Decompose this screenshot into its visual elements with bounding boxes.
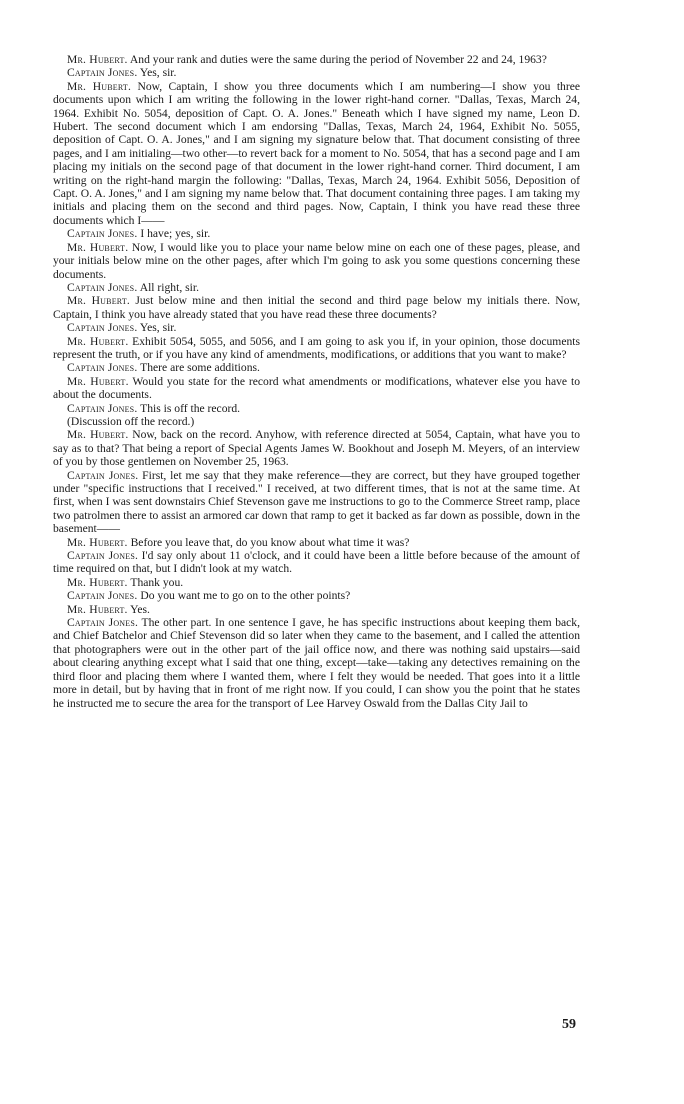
paragraph-text: Would you state for the record what amendments or modifications, whatever else you have to about the documents. — [53, 374, 580, 402]
paragraph-text: Before you leave that, do you know about what time it was? — [130, 535, 410, 549]
speaker-name: Mr. Hubert. — [67, 428, 129, 442]
paragraph-text: There are some additions. — [140, 361, 260, 375]
transcript-paragraph — [53, 361, 580, 374]
paragraph-text: Yes. — [130, 602, 150, 616]
transcript-paragraph — [53, 536, 580, 549]
transcript-paragraph — [53, 549, 580, 576]
paragraph-text: First, let me say that they make reference—they are correct, but they have grouped together under "specific instructions that I received." I received, at two different times, that is not at the same time. At first, when I was sent downstairs Chief Stevenson gave me instructions to go to the Commerce Street ramp, place two patrolmen there to assist an armored car down that ramp to get it backed as far down as possible, down in the basement—— — [53, 468, 580, 536]
transcript-paragraph — [53, 294, 580, 321]
paragraph-text: The other part. In one sentence I gave, he has specific instructions about keeping them back, and Chief Batchelor and Chief Stevenson did so later when they came to the basement, and I called the attention that photographers were out in the other part of the jail office now, and there was nothing said upstairs—said about clearing anything except what I said that one thing, except—take—taking any detectives remaining on the third floor and placing them where I wanted them, where I felt they would be needed. That goes into it a little more in detail, but by having that in front of me right now. If you could, I can show you the point that he states he instructed me to secure the area for the transport of Lee Harvey Oswald from the Dallas City Jail to — [53, 616, 580, 710]
transcript-paragraph — [53, 589, 580, 602]
paragraph-text: I have; yes, sir. — [140, 227, 211, 241]
transcript-paragraph — [53, 415, 580, 428]
paragraph-text: Yes, sir. — [139, 66, 177, 80]
speaker-name: Captain Jones. — [67, 280, 138, 294]
paragraph-text: I'd say only about 11 o'clock, and it could have been a little before because of the amount of time required on that, but I didn't look at my watch. — [53, 549, 580, 576]
paragraph-text: And your rank and duties were the same during the period of November 22 and 24, 1963? — [129, 53, 547, 66]
speaker-name: Mr. Hubert. — [67, 374, 129, 388]
transcript-paragraph — [53, 428, 580, 468]
transcript-paragraph — [53, 227, 580, 240]
speaker-name: Captain Jones. — [67, 549, 139, 563]
transcript-body — [53, 53, 580, 710]
speaker-name: Mr. Hubert. — [67, 79, 132, 93]
speaker-name: Mr. Hubert. — [67, 575, 128, 589]
speaker-name: Captain Jones. — [67, 66, 138, 80]
page-number: 59 — [562, 1017, 576, 1032]
transcript-paragraph — [53, 375, 580, 402]
speaker-name: Mr. Hubert. — [67, 334, 129, 348]
speaker-name: Captain Jones. — [67, 616, 139, 630]
transcript-paragraph — [53, 80, 580, 227]
paragraph-text: Thank you. — [130, 575, 184, 589]
speaker-name: Mr. Hubert. — [67, 535, 128, 549]
transcript-paragraph — [53, 603, 580, 616]
speaker-name: Captain Jones. — [67, 361, 138, 375]
paragraph-text: Do you want me to go on to the other points? — [140, 589, 351, 603]
speaker-name: Captain Jones. — [67, 227, 138, 241]
transcript-paragraph — [53, 321, 580, 334]
speaker-name: Mr. Hubert. — [67, 294, 131, 308]
paragraph-text: Now, I would like you to place your name below mine on each one of these pages, please, and your initials below mine on the other pages, after which I'm going to ask you some questions concerning these documents. — [53, 240, 580, 281]
paragraph-text: All right, sir. — [139, 280, 199, 294]
paragraph-text: Yes, sir. — [139, 321, 177, 335]
speaker-name: Captain Jones. — [67, 589, 138, 603]
transcript-paragraph — [53, 53, 580, 66]
speaker-name: Captain Jones. — [67, 321, 138, 335]
paragraph-text: (Discussion off the record.) — [67, 414, 195, 428]
transcript-paragraph — [53, 66, 580, 79]
transcript-paragraph — [53, 616, 580, 710]
transcript-paragraph — [53, 335, 580, 362]
transcript-paragraph — [53, 281, 580, 294]
transcript-paragraph — [53, 241, 580, 281]
paragraph-text: Just below mine and then initial the second and third page below my initials there. Now, Captain, I think you have already stated that you have read these three documents? — [53, 294, 580, 321]
transcript-paragraph — [53, 469, 580, 536]
speaker-name: Captain Jones. — [67, 468, 139, 482]
transcript-paragraph — [53, 576, 580, 589]
paragraph-text: Now, back on the record. Anyhow, with reference directed at 5054, Captain, what have you to say as to that? That being a report of Special Agents James W. Bookhout and Joseph M. Meyers, of an interview of you by those gentlemen on November 25, 1963. — [53, 428, 580, 469]
paragraph-text: Now, Captain, I show you three documents which I am numbering—I show you three documents upon which I am writing the following in the lower right-hand corner. "Dallas, Texas, March 24, 1964. Exhibit No. 5054, deposition of Capt. O. A. Jones." Beneath which I have signed my name, Leon D. Hubert. The second document which I am endorsing "Dallas, Texas, March 24, 1964, Exhibit No. 5055, deposition of Capt. O. A. Jones," and I am signing my signature below that. That document consisting of three pages, and I am initialing—two other—to revert back for a moment to No. 5054, that has a second page and I am placing my initials on the second page of that document in the lower right-hand corner. Third document, I am writing on the right-hand margin the following: "Dallas, Texas, March 24, 1964. Exhibit 5056, Deposition of Capt. O. A. Jones," and I am signing my name below that. That document containing three pages. I am taking my initials and placing them on the second and third pages. Now, Captain, I think you have read these three documents which I—— — [53, 79, 580, 227]
paragraph-text: This is off the record. — [140, 401, 241, 415]
paragraph-text: Exhibit 5054, 5055, and 5056, and I am going to ask you if, in your opinion, those documents represent the truth, or if you have any kind of amendments, modifications, or additions that you want to make? — [53, 334, 581, 361]
transcript-paragraph — [53, 402, 580, 415]
speaker-name: Mr. Hubert. — [67, 602, 128, 616]
speaker-name: Mr. Hubert. — [67, 240, 129, 254]
speaker-name: Mr. Hubert. — [67, 53, 128, 66]
speaker-name: Captain Jones. — [67, 401, 138, 415]
